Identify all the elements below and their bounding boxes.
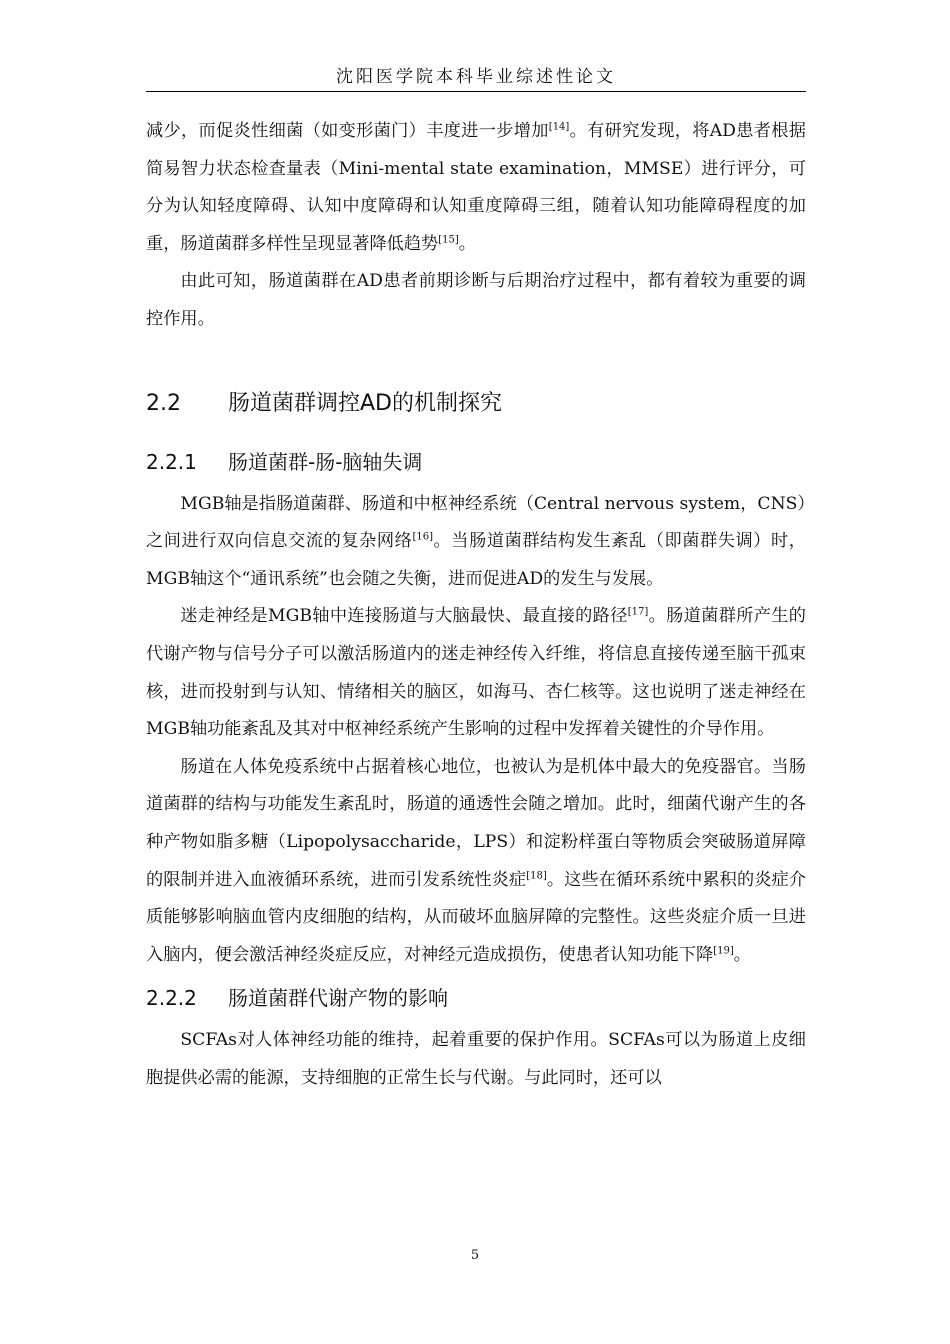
section-number: 2.2: [146, 390, 181, 416]
page-body: [146, 113, 806, 1097]
section-title: 肠道菌群代谢产物的影响: [228, 986, 448, 1011]
section-number: 2.2.2: [146, 986, 197, 1011]
header-rule: [146, 91, 806, 92]
citation: [14]: [548, 121, 570, 133]
section-heading-2-2-1: [146, 446, 806, 486]
citation: [19]: [713, 944, 734, 956]
paragraph-2-2-1-3: 肠道在人体免疫系统中占据着核心地位，也被认为是机体中最大的免疫器官。当肠道菌群的结构与功能发生紊乱时，肠道的通透性会随之增加。此时，细菌代谢产生的各种产物如脂多糖（Lipopolysaccharide，LPS）和淀粉样蛋白等物质会突破肠道屏障的限制并进入血液循环系统，进而引发系统性炎症[18]。这些在循环系统中累积的炎症介质能够影响脑血管内皮细胞的结构，从而破坏血脑屏障的完整性。这些炎症介质一旦进入脑内，便会激活神经炎症反应，对神经元造成损伤，使患者认知功能下降[19]。: [146, 756, 806, 965]
section-title: 肠道菌群调控AD的机制探究: [228, 390, 502, 416]
running-header: 沈阳医学院本科毕业综述性论文: [336, 67, 616, 87]
page-number: 5: [470, 1248, 480, 1263]
paragraph-top-1: 减少，而促炎性细菌（如变形菌门）丰度进一步增加[14]。有研究发现，将AD患者根据简易智力状态检查量表（Mini-mental state examination，MMSE）进行评分，可分为认知轻度障碍、认知中度障碍和认知重度障碍三组，随着认知功能障碍程度的加重，肠道菌群多样性呈现显著降低趋势[15]。: [146, 121, 806, 254]
section-heading-2-2-2: [146, 982, 806, 1022]
section-heading-2-2: [146, 386, 806, 426]
paragraph-top-2: 由此可知，肠道菌群在AD患者前期诊断与后期治疗过程中，都有着较为重要的调控作用。: [146, 271, 806, 329]
citation: [18]: [526, 869, 547, 881]
citation: [15]: [438, 234, 459, 246]
citation: [17]: [627, 606, 649, 618]
paragraph-2-2-1-1: MGB轴是指肠道菌群、肠道和中枢神经系统（Central nervous system，CNS）之间进行双向信息交流的复杂网络[16]。当肠道菌群结构发生紊乱（即菌群失调）时，MGB轴这个“通讯系统”也会随之失衡，进而促进AD的发生与发展。: [146, 493, 806, 589]
section-title: 肠道菌群-肠-脑轴失调: [228, 449, 423, 474]
section-number: 2.2.1: [146, 449, 197, 474]
paragraph-2-2-1-2: 迷走神经是MGB轴中连接肠道与大脑最快、最直接的路径[17]。肠道菌群所产生的代谢产物与信号分子可以激活肠道内的迷走神经传入纤维，将信息直接传递至脑干孤束核，进而投射到与认知、情绪相关的脑区，如海马、杏仁核等。这也说明了迷走神经在MGB轴功能紊乱及其对中枢神经系统产生影响的过程中发挥着关键性的介导作用。: [146, 606, 806, 740]
citation: [16]: [412, 531, 433, 543]
paragraph-2-2-2-1: SCFAs对人体神经功能的维持，起着重要的保护作用。SCFAs可以为肠道上皮细胞提供必需的能源，支持细胞的正常生长与代谢。与此同时，还可以: [146, 1030, 806, 1088]
